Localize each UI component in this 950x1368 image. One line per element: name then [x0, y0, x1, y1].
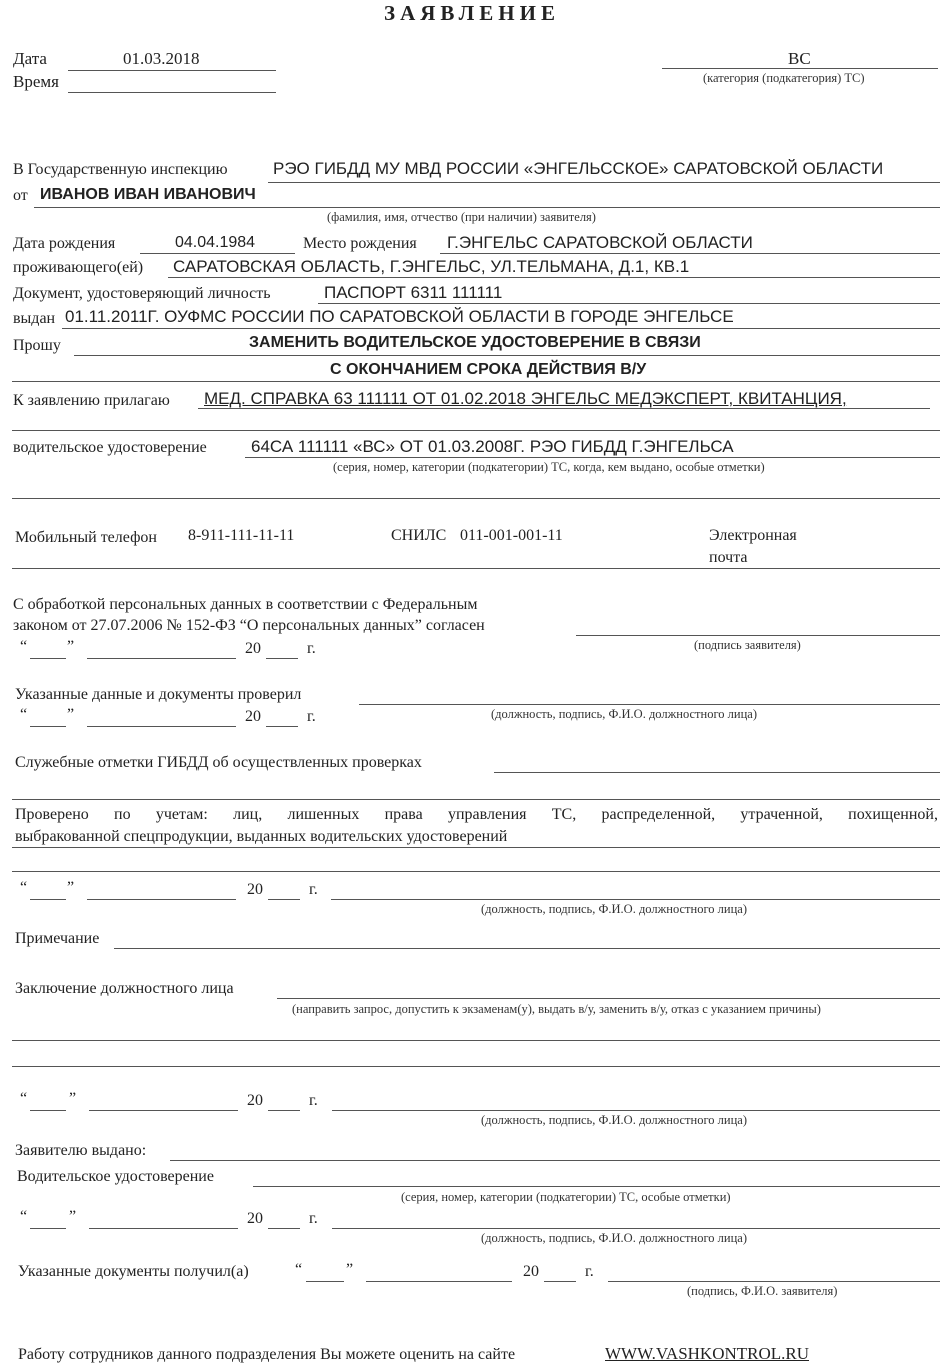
month-line	[89, 1228, 238, 1229]
issued-license-label: Водительское удостоверение	[17, 1168, 214, 1185]
license-caption: (серия, номер, категории (подкатегории) ТС, когда, кем выдано, особые отметки)	[333, 460, 765, 474]
check-line	[12, 847, 940, 848]
date-label: Дата	[13, 49, 47, 68]
year-line	[266, 726, 298, 727]
date-close-quote: ”	[67, 706, 75, 723]
issued-signature-line	[332, 1228, 940, 1229]
consent-caption: (подпись заявителя)	[694, 638, 801, 652]
snils-label: СНИЛС	[391, 527, 447, 544]
from-line	[34, 207, 940, 208]
service-marks-extra-line	[12, 799, 940, 800]
contacts-line	[12, 568, 940, 569]
license-label: водительское удостоверение	[13, 439, 207, 456]
day-line	[30, 1110, 66, 1111]
snils-value: 011-001-001-11	[460, 527, 563, 544]
phone-value: 8-911-111-11-11	[188, 527, 295, 544]
category-value: ВС	[788, 49, 811, 68]
year-prefix: 20	[245, 640, 261, 657]
attachments-value: МЕД. СПРАВКА 63 111111 ОТ 01.02.2018 ЭНГЕЛЬС МЕДЭКСПЕРТ, КВИТАНЦИЯ,	[204, 389, 847, 408]
date-close-quote: ”	[69, 1090, 77, 1107]
day-line	[30, 1228, 66, 1229]
document-title: ЗАЯВЛЕНИЕ	[384, 1, 560, 25]
date-open-quote: “	[20, 879, 28, 896]
from-label: от	[13, 187, 28, 204]
issued-line	[62, 328, 940, 329]
id-doc-value: ПАСПОРТ 6311 111111	[324, 283, 503, 302]
note-label: Примечание	[15, 930, 100, 947]
check-text-2: выбракованной спецпродукции, выданных водительских удостоверений	[15, 828, 508, 845]
category-line	[662, 68, 938, 69]
phone-label: Мобильный телефон	[15, 529, 157, 546]
day-line	[30, 726, 66, 727]
month-line	[87, 726, 236, 727]
issued-to-line	[170, 1160, 940, 1161]
conclusion-line	[277, 998, 940, 999]
date-close-quote: ”	[346, 1261, 354, 1278]
year-line	[268, 1228, 300, 1229]
check-text-1: Проверено по учетам: лиц, лишенных права управления ТС, распределенной, утраченной, похищенной,	[15, 806, 938, 823]
year-prefix: 20	[523, 1263, 539, 1280]
birth-date-label: Дата рождения	[13, 235, 116, 252]
year-prefix: 20	[247, 1092, 263, 1109]
conclusion-signature-line	[332, 1110, 940, 1111]
month-line	[87, 658, 236, 659]
attachments-line	[198, 408, 930, 409]
applicant-name-caption: (фамилия, имя, отчество (при наличии) заявителя)	[327, 210, 596, 224]
id-doc-line	[318, 303, 940, 304]
applicant-name: ИВАНОВ ИВАН ИВАНОВИЧ	[40, 186, 256, 203]
residence-value: САРАТОВСКАЯ ОБЛАСТЬ, Г.ЭНГЕЛЬС, УЛ.ТЕЛЬМАНА, Д.1, КВ.1	[173, 257, 690, 276]
received-label: Указанные документы получил(а)	[18, 1263, 249, 1280]
day-line	[30, 658, 66, 659]
year-line	[266, 658, 298, 659]
service-marks-label: Служебные отметки ГИБДД об осуществленных проверках	[15, 754, 422, 771]
date-close-quote: ”	[67, 879, 75, 896]
residence-line	[168, 277, 940, 278]
birth-place-label: Место рождения	[303, 235, 417, 252]
issued-signature-caption: (должность, подпись, Ф.И.О. должностного лица)	[481, 1231, 747, 1245]
date-open-quote: “	[295, 1261, 303, 1278]
request-label: Прошу	[13, 337, 61, 354]
email-label-1: Электронная	[709, 527, 797, 544]
day-line	[30, 899, 66, 900]
year-suffix: г.	[309, 1210, 318, 1227]
date-open-quote: “	[20, 1208, 28, 1225]
date-line	[68, 70, 276, 71]
category-caption: (категория (подкатегория) ТС)	[703, 71, 865, 85]
consent-text-1: С обработкой персональных данных в соответствии с Федеральным	[13, 596, 478, 613]
birth-place-line	[440, 253, 940, 254]
email-label-2: почта	[709, 549, 748, 566]
birth-date-value: 04.04.1984	[175, 234, 256, 251]
issued-license-caption: (серия, номер, категории (подкатегории) ТС, особые отметки)	[401, 1190, 731, 1204]
month-line	[366, 1281, 512, 1282]
residence-label: проживающего(ей)	[13, 259, 144, 276]
request-line-2: С ОКОНЧАНИЕМ СРОКА ДЕЙСТВИЯ В/У	[330, 361, 647, 378]
issued-label: выдан	[13, 310, 56, 327]
birth-place-value: Г.ЭНГЕЛЬС САРАТОВСКОЙ ОБЛАСТИ	[447, 233, 753, 252]
date-open-quote: “	[20, 706, 28, 723]
license-extra-line	[12, 498, 940, 499]
checked-label: Указанные данные и документы проверил	[15, 686, 302, 703]
time-label: Время	[13, 72, 59, 91]
birth-date-line	[140, 253, 295, 254]
conclusion-caption: (направить запрос, допустить к экзаменам(у), выдать в/у, заменить в/у, отказ с указанием причины)	[292, 1002, 821, 1016]
date-open-quote: “	[20, 638, 28, 655]
footer-text: Работу сотрудников данного подразделения Вы можете оценить на сайте	[18, 1346, 516, 1363]
service-marks-line	[494, 772, 940, 773]
received-signature-line	[608, 1281, 940, 1282]
date-close-quote: ”	[67, 638, 75, 655]
date-value: 01.03.2018	[123, 49, 200, 68]
received-caption: (подпись, Ф.И.О. заявителя)	[687, 1284, 838, 1298]
date-close-quote: ”	[69, 1208, 77, 1225]
year-suffix: г.	[585, 1263, 594, 1280]
issued-license-line	[253, 1186, 940, 1187]
year-line	[544, 1281, 576, 1282]
year-line	[268, 899, 300, 900]
footer-site-link[interactable]: WWW.VASHKONTROL.RU	[605, 1344, 809, 1363]
month-line	[87, 899, 236, 900]
checked-caption: (должность, подпись, Ф.И.О. должностного лица)	[491, 707, 757, 721]
conclusion-signature-caption: (должность, подпись, Ф.И.О. должностного лица)	[481, 1113, 747, 1127]
addressee-label: В Государственную инспекцию	[13, 161, 228, 178]
issued-value: 01.11.2011Г. ОУФМС РОССИИ ПО САРАТОВСКОЙ ОБЛАСТИ В ГОРОДЕ ЭНГЕЛЬСЕ	[65, 307, 734, 326]
year-prefix: 20	[247, 1210, 263, 1227]
year-line	[268, 1110, 300, 1111]
year-suffix: г.	[309, 881, 318, 898]
consent-text-2: законом от 27.07.2006 № 152-ФЗ “О персональных данных” согласен	[13, 617, 485, 634]
addressee-value: РЭО ГИБДД МУ МВД РОССИИ «ЭНГЕЛЬССКОЕ» САРАТОВСКОЙ ОБЛАСТИ	[273, 159, 884, 178]
year-suffix: г.	[309, 1092, 318, 1109]
date-open-quote: “	[20, 1090, 28, 1107]
time-line	[68, 92, 276, 93]
issued-to-label: Заявителю выдано:	[15, 1142, 147, 1159]
conclusion-extra-line-1	[12, 1040, 940, 1041]
license-line	[245, 457, 940, 458]
year-suffix: г.	[307, 640, 316, 657]
conclusion-extra-line-2	[12, 1066, 940, 1067]
check-signature-line	[331, 899, 940, 900]
attachments-label: К заявлению прилагаю	[13, 392, 170, 409]
license-value: 64СА 111111 «ВС» ОТ 01.03.2008Г. РЭО ГИБДД Г.ЭНГЕЛЬСА	[251, 437, 734, 456]
note-line	[114, 948, 940, 949]
check-signature-caption: (должность, подпись, Ф.И.О. должностного лица)	[481, 902, 747, 916]
request-line-2-rule	[12, 381, 940, 382]
month-line	[89, 1110, 238, 1111]
day-line	[306, 1281, 344, 1282]
request-line-1: ЗАМЕНИТЬ ВОДИТЕЛЬСКОЕ УДОСТОВЕРЕНИЕ В СВЯЗИ	[249, 334, 701, 351]
year-prefix: 20	[245, 708, 261, 725]
attachments-extra-line	[12, 430, 940, 431]
id-doc-label: Документ, удостоверяющий личность	[13, 285, 271, 302]
check-extra-line	[12, 871, 940, 872]
consent-signature-line	[576, 635, 940, 636]
checked-line	[359, 704, 940, 705]
year-suffix: г.	[307, 708, 316, 725]
conclusion-label: Заключение должностного лица	[15, 980, 234, 997]
addressee-line	[268, 182, 940, 183]
request-line-1-rule	[74, 355, 940, 356]
year-prefix: 20	[247, 881, 263, 898]
